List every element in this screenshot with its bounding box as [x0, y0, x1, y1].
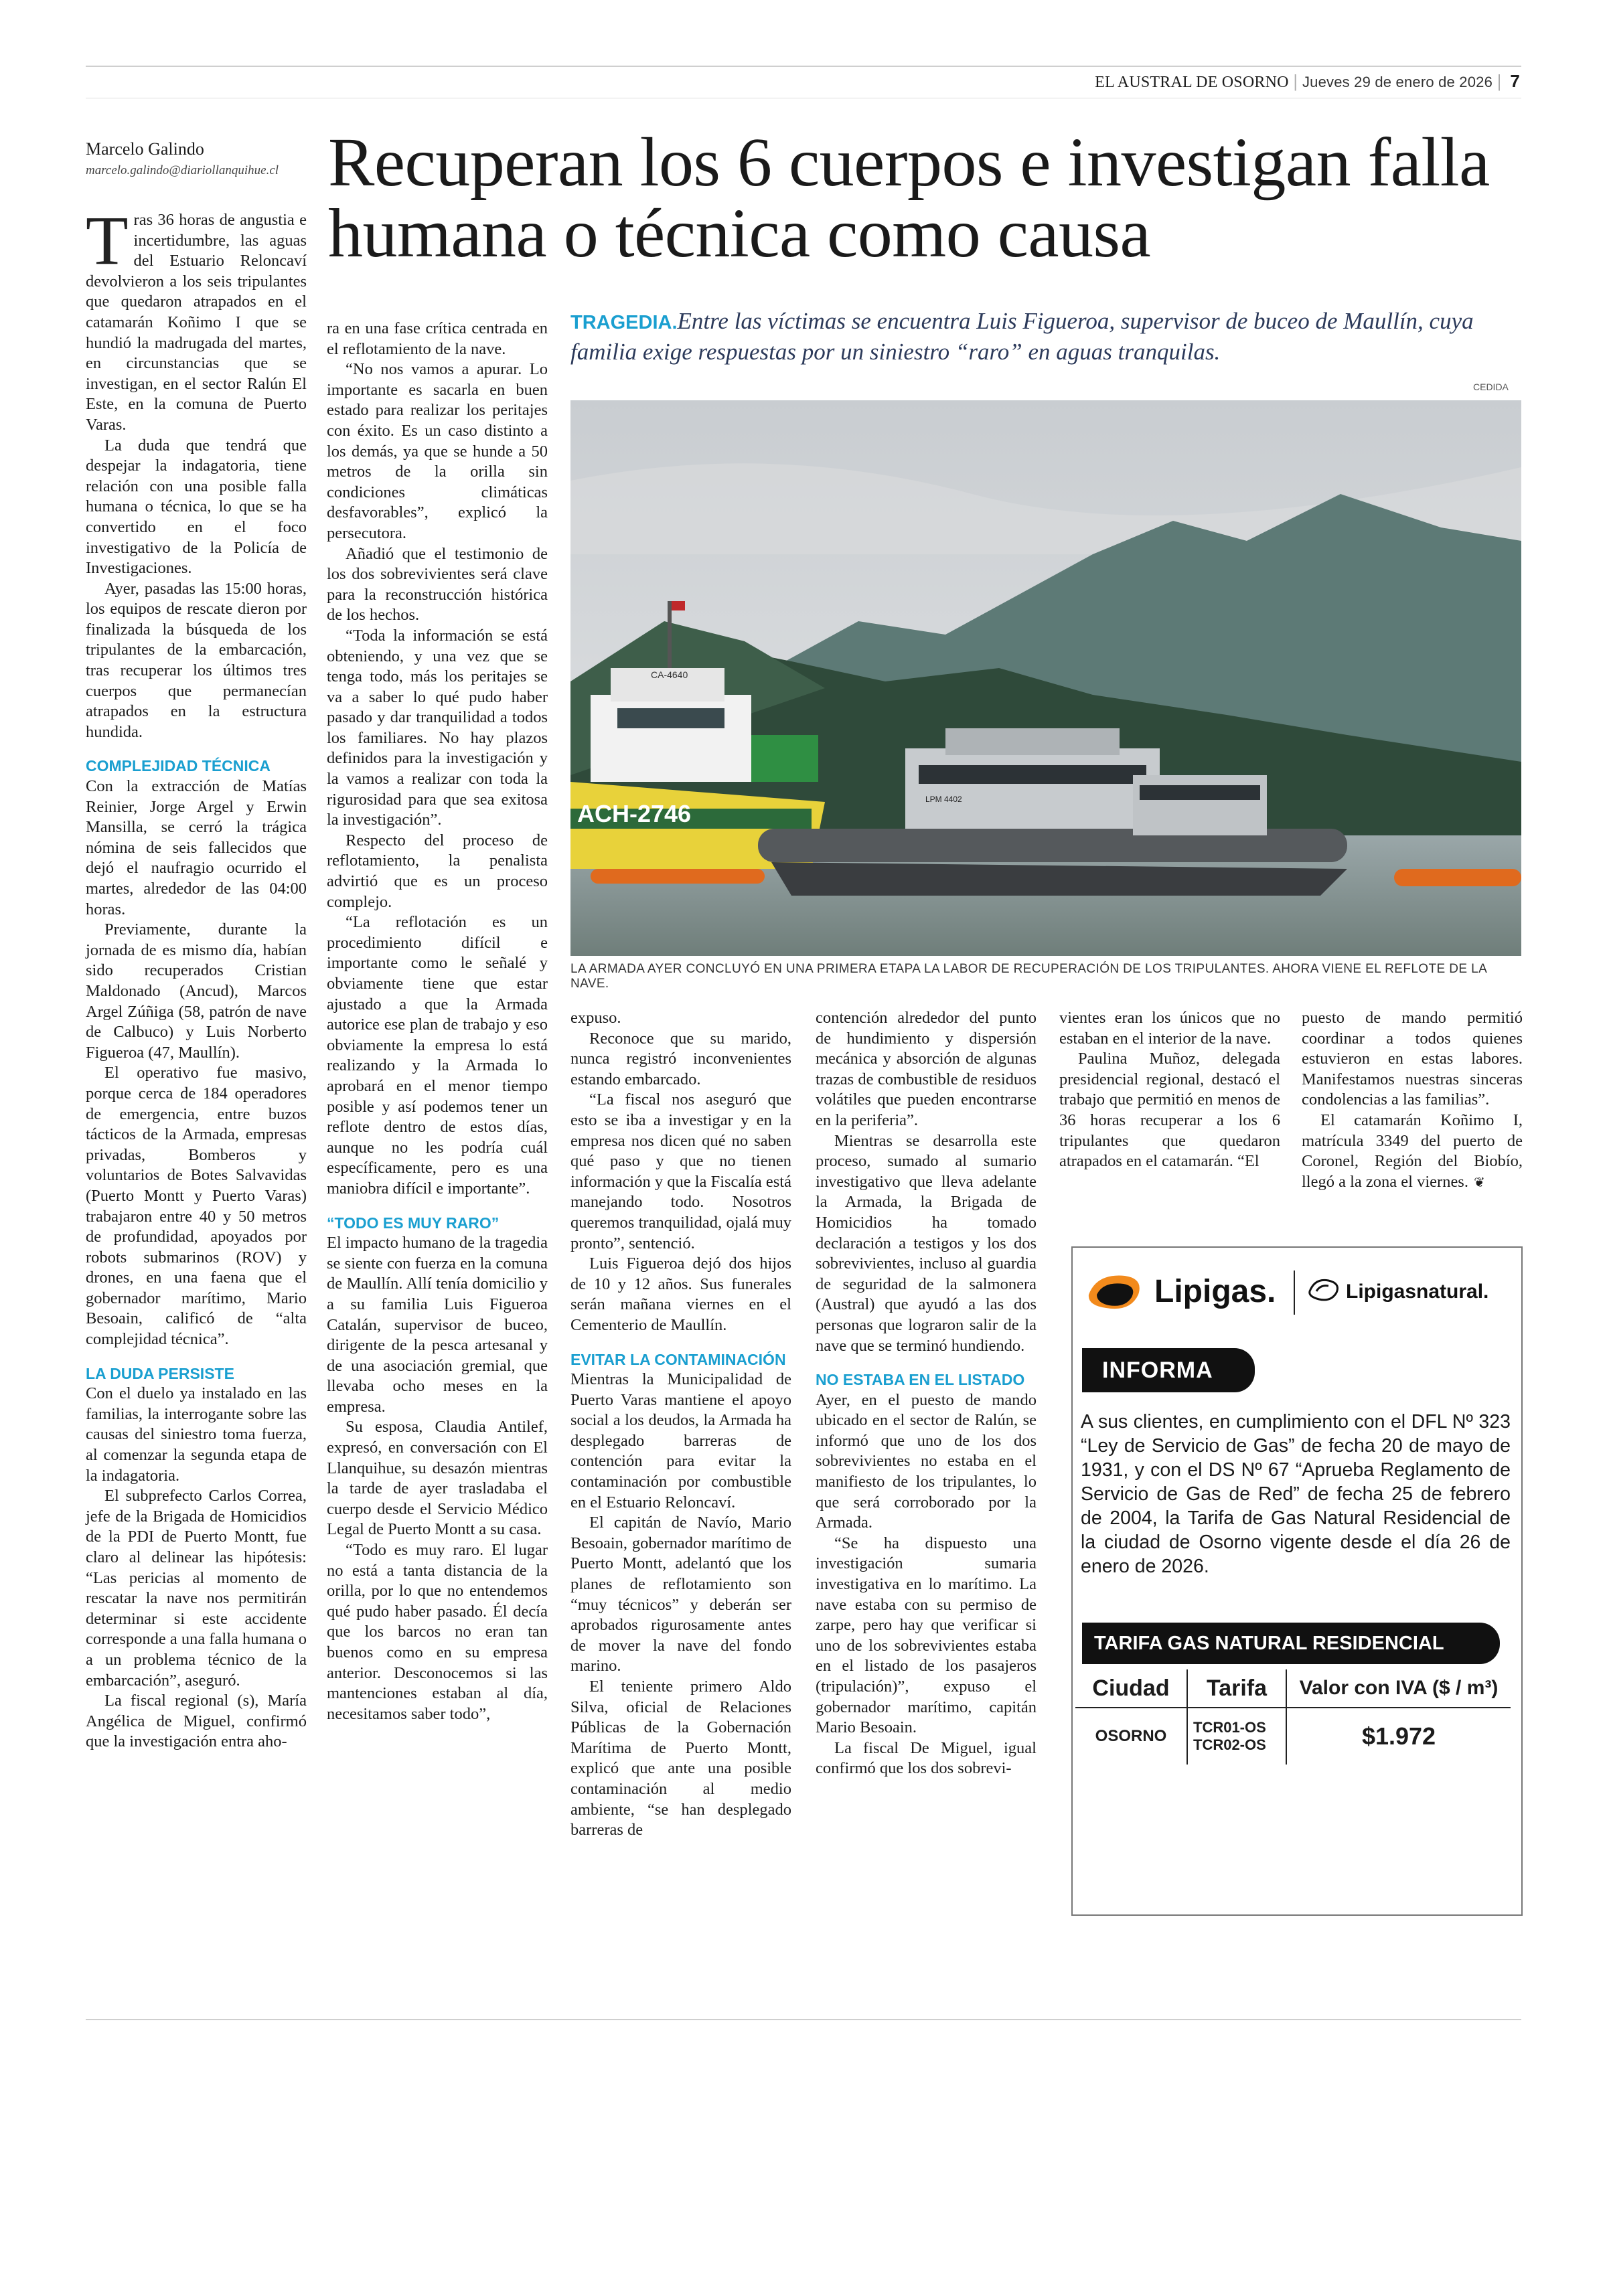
- author-name: Marcelo Galindo: [86, 139, 204, 159]
- orange-barrier: [591, 869, 765, 884]
- article-column-3: [570, 1008, 791, 1841]
- article-paragraph: La fiscal De Miguel, igual confirmó que los dos sobrevi-: [816, 1738, 1037, 1778]
- article-paragraph: “Todo es muy raro. El lugar no está a tanta distancia de la orilla, por lo que no entendemos qué pudo haber pasado. Él decía que los barcos no eran tan buenos como en su empresa anterior. Desconocemos si las mantenciones estaban al día, necesitamos saber todo”,: [327, 1541, 548, 1723]
- photo-credit: CEDIDA: [1473, 382, 1509, 392]
- article-paragraph: Su esposa, Claudia Antilef, expresó, en conversación con El Llanquihue, su desazón mientras la tarde de ayer trasladaba el cuerpo desde el Servicio Médico Legal de Puerto Montt a su casa.: [327, 1418, 548, 1539]
- article-paragraph: La fiscal regional (s), María Angélica de Miguel, confirmó que la investigación entra aho-: [86, 1692, 307, 1751]
- header-ciudad: Ciudad: [1075, 1669, 1187, 1708]
- article-paragraph: La duda que tendrá que despejar la indagatoria, tiene relación con una posible falla humana o técnica, lo que se ha convertido en el foco investigativo de la Policía de Investigaciones.: [86, 436, 307, 578]
- header-tarifa: Tarifa: [1187, 1669, 1286, 1708]
- article-paragraph: El teniente primero Aldo Silva, oficial de Relaciones Públicas de la Gobernación Marítima de Puerto Montt, explicó que ante una posible contaminación al medio ambiente, “se han desplegado barreras de: [570, 1677, 791, 1839]
- tariff-table: [1075, 1669, 1511, 1765]
- lipigas-wordmark: Lipigas.: [1154, 1274, 1276, 1309]
- tariff-code-1: TCR01-OS: [1193, 1719, 1266, 1736]
- article-paragraph: Previamente, durante la jornada de es mismo día, habían sido recuperados Cristian Maldonado (Ancud), Marcos Argel Zúñiga (58, patrón de nave de Calbuco) y Luis Norberto Figueroa (47, Maullín).: [86, 920, 307, 1062]
- tariff-table-row: [1075, 1708, 1511, 1765]
- deck: [570, 307, 1535, 367]
- tarifa-title-bar: TARIFA GAS NATURAL RESIDENCIAL: [1082, 1623, 1500, 1664]
- fishing-boat-mast: [668, 601, 672, 668]
- deck-text: Entre las víctimas se encuentra Luis Figueroa, supervisor de buceo de Maullín, cuya familia exige respuestas por un siniestro “raro” en aguas tranquilas.: [570, 308, 1474, 365]
- article-paragraph: Con el duelo ya instalado en las familias, la interrogante sobre las causas del siniestro toma fuerza, al comenzar la segunda etapa de la indagatoria.: [86, 1384, 307, 1485]
- article-paragraph: El subprefecto Carlos Correa, jefe de la Brigada de Homicidios de la PDI de Puerto Montt, fue claro al delinear las hipótesis: “Las pericias al momento de rescatar la nave nos permitirán determinar si este accidente corresponde a una falla humana o a un problema técnico de la embarcación”, aseguró.: [86, 1487, 307, 1690]
- boat-lpm-id: LPM 4402: [925, 795, 962, 804]
- article-paragraph: Reconoce que su marido, nunca registró inconvenientes estando embarcado.: [570, 1029, 791, 1088]
- second-boat-cabin: [1133, 775, 1267, 835]
- news-photo: [570, 400, 1521, 956]
- orange-buoy: [1394, 869, 1521, 886]
- fishing-boat-bow: [751, 735, 818, 782]
- tariff-code-2: TCR02-OS: [1193, 1736, 1266, 1753]
- article-paragraph: expuso.: [570, 1009, 621, 1027]
- article-paragraph: Paulina Muñoz, delegada presidencial regional, destacó el trabajo que permitió en menos de 36 horas recuperar a los 6 tripulantes que quedaron atrapados en el catamarán. “El: [1059, 1050, 1280, 1171]
- article-paragraph: vientes eran los únicos que no estaban en el interior de la nave.: [1059, 1009, 1280, 1048]
- byline: [86, 139, 279, 178]
- article-paragraph: Tras 36 horas de angustia e incertidumbre, las aguas del Estuario Reloncaví devolvieron a los seis tripulantes que quedaron atrapados en el catamarán Koñimo I que se hundió la madrugada del martes, en circunstancias que se investigan, en el sector Ralún El Este, en la comuna de Puerto Varas.: [86, 202, 307, 434]
- fishing-boat-cabin: [591, 695, 751, 782]
- boat-code: CA-4640: [651, 669, 688, 680]
- article-paragraph: “No nos vamos a apurar. Lo importante es sacarla en buen estado para realizar los peritajes con éxito. Es un caso distinto a los demás, ya que se hunde a 50 metros de la orilla sin condiciones climáticas desfavorables”, explicó la persecutora.: [327, 360, 548, 542]
- masthead: [1095, 71, 1520, 92]
- cell-value: $1.972: [1286, 1708, 1511, 1765]
- masthead-separator: |: [1292, 72, 1298, 91]
- bottom-rule: [86, 2019, 1521, 2020]
- second-boat-windows: [1140, 785, 1260, 800]
- flame-icon: [1083, 1268, 1150, 1315]
- header-valor: Valor con IVA ($ / m³): [1286, 1669, 1511, 1708]
- article-paragraph: Mientras la Municipalidad de Puerto Varas mantiene el apoyo social a los deudos, la Armada ha desplegado barreras de contención para evitar la contaminación por combustible en el Estuario Reloncaví.: [570, 1370, 791, 1511]
- author-email: marcelo.galindo@diariollanquihue.cl: [86, 163, 279, 177]
- cell-tariff-codes: [1187, 1708, 1286, 1765]
- subhead-duda: LA DUDA PERSISTE: [86, 1364, 234, 1382]
- article-paragraph: Respecto del proceso de reflotamiento, la penalista advirtió que es un proceso complejo.: [327, 831, 548, 911]
- headline: Recuperan los 6 cuerpos e investigan falla humana o técnica como causa: [328, 124, 1490, 272]
- article-column-1: [86, 202, 307, 1752]
- advertisement: [1071, 1246, 1523, 1916]
- article-paragraph: Con la extracción de Matías Reinier, Jorge Argel y Erwin Mansilla, se cerró la trágica nómina de seis fallecidos que dejó el naufragio ocurrido el martes, alrededor de las 04:00 horas.: [86, 777, 307, 918]
- masthead-separator-2: |: [1497, 72, 1503, 91]
- publication-date: Jueves 29 de enero de 2026: [1302, 74, 1493, 90]
- article-paragraph: El capitán de Navío, Mario Besoain, gobernador marítimo de Puerto Montt, adelantó que los planes de reflotamiento son “muy técnicos” y deberán ser aprobados rigurosamente antes de mover la nave del fondo marino.: [570, 1513, 791, 1675]
- gasnatural-wordmark: Lipigasnatural.: [1346, 1281, 1489, 1303]
- article-paragraph: Ayer, pasadas las 15:00 horas, los equipos de rescate dieron por finalizada la búsqueda de los tripulantes de la embarcación, tras recuperar los últimos tres cuerpos que permanecían atrapados en la estructura hundida.: [86, 579, 307, 741]
- ad-logo-divider: [1294, 1270, 1295, 1315]
- article-paragraph: “La reflotación es un procedimiento difícil e importante como le señalé y obviamente tiene que estar ajustado a que la Armada autorice ese plan de trabajo y eso obviamente la empresa lo está realizando y la Armada lo aprobará en el menor tiempo posible y así podemos tener un reflote dentro de estos días, aunque no les podría cuál específicamente, pero es una maniobra difícil e importante”.: [327, 913, 548, 1198]
- informa-badge: INFORMA: [1082, 1348, 1255, 1392]
- article-paragraph: “Toda la información se está obteniendo, y una vez que se tenga todo, más los peritajes se va a saber lo qué pudo haber pasado y dar tranquilidad a todos los familiares. No hay plazos definidos para la investigación y la vamos a realizar con toda la rigurosidad para que sea exitosa la investigación”.: [327, 626, 548, 829]
- article-paragraph: Añadió que el testimonio de los dos sobrevivientes será clave para la reconstrucción histórica de los hechos.: [327, 544, 548, 625]
- end-mark-icon: ❦: [1473, 1173, 1485, 1190]
- article-paragraph: El catamarán Koñimo I, matrícula 3349 del puerto de Coronel, Región del Biobío, llegó a la zona el viernes. ❦: [1302, 1111, 1523, 1191]
- article-paragraph: Luis Figueroa dejó dos hijos de 10 y 12 años. Sus funerales serán mañana viernes en el Cementerio de Maullín.: [570, 1254, 791, 1334]
- article-column-6: [1302, 1008, 1523, 1192]
- gasnatural-logo: [1306, 1275, 1513, 1309]
- navy-boat-cabin: [905, 748, 1160, 829]
- publication-name: EL AUSTRAL DE OSORNO: [1095, 74, 1289, 91]
- cell-city: OSORNO: [1095, 1727, 1167, 1745]
- gasnatural-icon: [1306, 1277, 1343, 1303]
- article-column-2: [327, 319, 548, 1724]
- article-paragraph: “La fiscal nos aseguró que esto se iba a investigar y en la empresa nos dicen qué no saben qué paso y que no tienen información y que la Fiscalía está manejando todo. Nosotros queremos tranquilidad, ojalá muy pronto”, sentenció.: [570, 1090, 791, 1252]
- boat-hull-id: ACH-2746: [577, 800, 692, 827]
- subhead-complejidad: COMPLEJIDAD TÉCNICA: [86, 757, 271, 775]
- article-column-4: [816, 1008, 1037, 1779]
- article-paragraph: contención alrededor del punto de hundimiento y dispersión mecánica y absorción de algunas trazas de combustible de residuos volátiles que pueden encontrarse en la periferia”.: [816, 1009, 1037, 1129]
- page-number: 7: [1510, 71, 1520, 91]
- flag: [672, 601, 685, 610]
- article-paragraph: puesto de mando permitió coordinar a todos quienes estuvieron en estas labores. Manifestamos nuestras sinceras condolencias a las familias”.: [1302, 1009, 1523, 1109]
- subhead-contaminacion: EVITAR LA CONTAMINACIÓN: [570, 1350, 786, 1368]
- article-paragraph: El impacto humano de la tragedia se siente con fuerza en la comuna de Maullín. Allí tenía domicilio y a su familia Luis Figueroa Catalán, supervisor de buceo, dirigente de la pesca artesanal y de una asociación gremial, que llevaba ocho meses en la empresa.: [327, 1234, 548, 1416]
- ad-body-text: A sus clientes, en cumplimiento con el DFL Nº 323 “Ley de Servicio de Gas” de fecha 20 de mayo de 1931, y con el DS Nº 67 “Aprueba Reglamento de Servicio de Gas de Red” de fecha 25 de febrero de 2004, la Tarifa de Gas Natural Residencial de la ciudad de Osorno vigente desde el día 26 de enero de 2026.: [1081, 1411, 1511, 1577]
- article-paragraph: “Se ha dispuesto una investigación sumaria investigativa en lo marítimo. La nave estaba con su permiso de zarpe, pero hay que verificar si uno de los sobrevivientes estaba en el listado de los pasajeros (tripulación)”, expuso el gobernador marítimo, capitán Mario Besoain.: [816, 1534, 1037, 1737]
- navy-boat-windows: [919, 765, 1146, 784]
- article-paragraph: Ayer, en el puesto de mando ubicado en el sector de Ralún, se informó que uno de los dos sobrevivientes no estaba en el manifiesto de los tripulantes, lo que será corroborado por la Armada.: [816, 1390, 1037, 1532]
- article-column-5: [1059, 1008, 1280, 1172]
- navy-boat-cabin-top: [945, 728, 1120, 755]
- article-paragraph: ra en una fase crítica centrada en el reflotamiento de la nave.: [327, 319, 548, 358]
- subhead-raro: “TODO ES MUY RARO”: [327, 1214, 500, 1232]
- photo-caption: LA ARMADA AYER CONCLUYÓ EN UNA PRIMERA ETAPA LA LABOR DE RECUPERACIÓN DE LOS TRIPULANTES. AHORA VIENE EL REFLOTE DE LA NAVE.: [570, 962, 1487, 991]
- article-paragraph: El operativo fue masivo, porque cerca de 184 operadores de emergencia, entre buzos tácticos de la Armada, empresas privadas, Bomberos y voluntarios de Botes Salvavidas (Puerto Montt y Puerto Varas) trabajaron entre 40 y 50 metros de profundidad, apoyados por robots submarinos (ROV) y drones, en una faena que el gobernador marítimo, Mario Besoain, calificó de “alta complejidad técnica”.: [86, 1064, 307, 1349]
- tariff-table-header: [1075, 1669, 1511, 1708]
- lipigas-logo: [1083, 1265, 1298, 1319]
- dropcap: T: [86, 202, 129, 279]
- subhead-listado: NO ESTABA EN EL LISTADO: [816, 1371, 1025, 1389]
- deck-kicker: TRAGEDIA.: [570, 312, 678, 333]
- article-paragraph: Mientras se desarrolla este proceso, sumado al sumario investigativo que lleva adelante la Armada, la Brigada de Homicidios ha tomado declaración a testigos y los dos sobrevivientes, incluso al guardia de seguridad de la salmonera (Austral) que ayudó a las dos personas que lograron salir de la nave que se terminó hundiendo.: [816, 1131, 1037, 1355]
- fishing-boat-windows: [617, 708, 724, 728]
- top-rule: [86, 66, 1521, 67]
